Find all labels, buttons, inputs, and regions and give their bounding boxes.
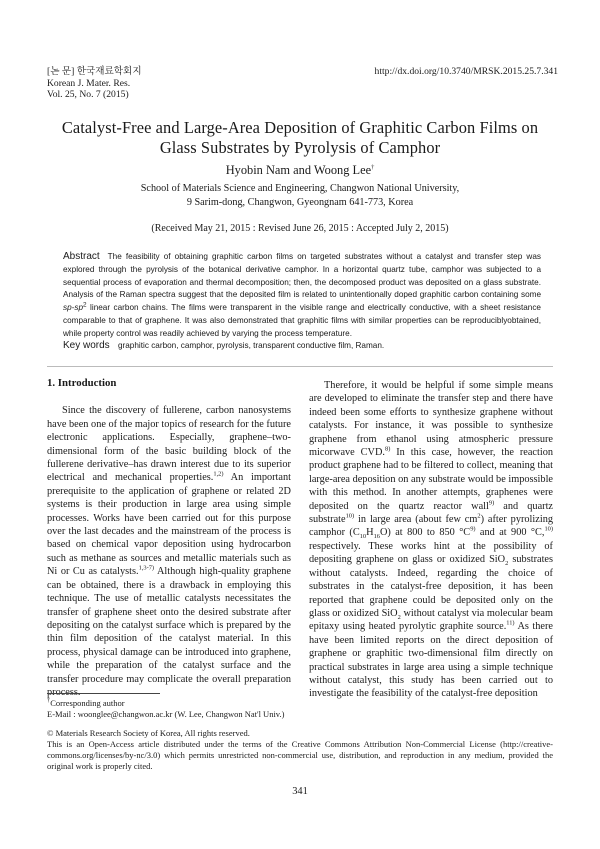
footnote-author	[47, 698, 553, 720]
keywords-text: graphitic carbon, camphor, pyrolysis, transparent conductive film, Raman.	[117, 341, 385, 350]
citation: 9)	[488, 499, 495, 507]
corresponding-author-note	[47, 698, 553, 709]
author-email: E-Mail : woonglee@changwon.ac.kr (W. Lee, Changwon Nat'l Univ.)	[47, 709, 285, 719]
right-column	[309, 379, 553, 701]
affiliation-line-1: School of Materials Science and Engineering, Changwon National University,	[140, 183, 460, 194]
p1-text-b: An important prerequisite to the application of graphene or related 2D systems is their production in large area using simple processes. Works have been carried out for this purpose over the last decades and the mainstream of the process is based on chemical vapor deposition using hydrocarbon such as methane as sources and metallic materials such as Ni or Cu as catalysts.	[47, 472, 291, 578]
journal-korean-name: [논 문] 한국재료학회지	[47, 66, 142, 77]
citation: 10)	[544, 526, 553, 534]
subscript: 10	[359, 533, 367, 541]
p2-text: respectively. These works hint at the possibility of depositing graphene on glass or oxidized SiO	[309, 540, 553, 566]
affiliation	[20, 182, 580, 209]
citation: 10)	[345, 512, 355, 520]
p2-text: and at 900 °C,	[475, 527, 545, 539]
p2-text: In this case, however, the reaction product graphene had to be filtered to collect, meaning that large-area deposition on any substrate would be impossible with this method. In another attempts, graphenes were deposited on the quartz reactor wall	[309, 447, 553, 512]
copyright-notice: © Materials Research Society of Korea, All rights reserved.	[47, 728, 250, 738]
journal-english-name: Korean J. Mater. Res.	[47, 77, 131, 89]
abstract-sp-italic: sp-sp	[63, 303, 84, 313]
p1-text-a: Since the discovery of fullerene, carbon nanosystems have been one of the major topics of research for the future electronic applications. Especially, graphene–two-dimensional form of the basic building block of the fullerene derivative–has drawn interest due to its superior electrical and mechanical properties.	[47, 405, 291, 484]
citation: 1,3-7)	[138, 564, 155, 572]
subscript: 16	[373, 533, 380, 541]
footnote-divider	[47, 693, 160, 694]
abstract	[63, 251, 541, 341]
p2-text: O) at 800 to 850 °C	[379, 527, 471, 539]
corresponding-label: Corresponding author	[50, 698, 125, 708]
section-divider	[47, 366, 553, 367]
abstract-label: Abstract	[63, 251, 100, 262]
authors	[0, 163, 600, 178]
subscript: 2	[505, 560, 509, 568]
license-notice: This is an Open-Access article distributed under the terms of the Creative Commons Attribution Non-Commercial License (http://creative-commons.org/licenses/by-nc/3.0) which permits unrestricted non-commercial use, distribution, and reproduction in any medium, provided the original work is properly cited.	[47, 739, 553, 771]
citation: 11)	[506, 619, 515, 627]
paper-title	[20, 118, 580, 158]
title-line-2: Glass Substrates by Pyrolysis of Camphor	[159, 138, 441, 157]
page-number: 341	[292, 786, 308, 797]
intro-paragraph-1	[47, 404, 291, 699]
p1-text-c: Although high-quality graphene can be obtained, there is a drawback in employing this technique. The use of metallic catalysts necessitates the transfer of graphene sheet onto the desired substrate after depositing on the catalyst surface which is prepared by the thin film deposition of the catalyst material. In this process, physical damage can be introduced into graphene, while the preparation of the catalyst surface and the transfer procedure may complicate the overall preparation process.	[47, 566, 292, 698]
author-names: Hyobin Nam and Woong Lee	[225, 163, 372, 177]
affiliation-line-2: 9 Sarim-dong, Changwon, Gyeongnam 641-773, Korea	[186, 196, 414, 208]
subscript: 2	[397, 613, 401, 621]
p2-text: in large area (about few cm	[354, 514, 478, 526]
left-column	[47, 377, 291, 699]
citation: 1,2)	[213, 471, 224, 479]
p2-text: and quartz substrate	[309, 500, 553, 526]
p2-text: substrates without catalysts. Indeed, regarding the choice of substrates in the catalyst-free deposition, it has been reported that graphene could be deposited only on the glass or oxidized SiO	[309, 554, 554, 619]
citation: 8)	[385, 445, 391, 453]
received-dates: (Received May 21, 2015 : Revised June 26, 2015 : Accepted July 2, 2015)	[151, 223, 449, 234]
footnote-license	[47, 728, 553, 772]
footnote-mark: †	[47, 697, 51, 705]
corresponding-mark: †	[371, 163, 375, 171]
abstract-text-b: linear carbon chains. The films were transparent in the visible range and electrically conductive, with a sheet resistance comparable to that of graphene. It was also demonstrated that graphitic films with similar properties can be reproduciblyobtained, while property control was readily achieved by varying the process temperature.	[63, 303, 541, 338]
p2-text: H	[366, 527, 374, 539]
journal-volume: Vol. 25, No. 7 (2015)	[47, 89, 129, 100]
intro-paragraph-2	[309, 379, 553, 701]
keywords	[63, 340, 541, 351]
p2-text: Therefore, it would be helpful if some simple means are developed to eliminate the transfer step and there have indeed been some efforts to synthesize graphene without catalysts. For instance, it was possible to synthesize graphene from ethanol using atmospheric pressure micorwave CVD.	[309, 380, 553, 459]
abstract-text-a: The feasibility of obtaining graphitic carbon films on targeted substrates without a catalyst and transfer step was explored through the pyrolysis of the botanical derivative camphor. In a horizontal quartz tube, camphor was subjected to a sequential process of evaporation and thermal decomposition; then, the decomposed product was deposited on a glass substrate. Analysis of the Raman spectra suggest that the deposited film is related to unintentionally doped graphitic carbon containing some	[63, 252, 541, 300]
p2-text: As there have been limited reports on the direct deposition of graphene or graphitic two-dimensional film directly on practical substrates in large area using a simple technique without catalyst, this study has been carried out to investigate the feasibility of the catalyst-free deposition	[309, 621, 553, 700]
keywords-label: Key words	[63, 340, 110, 351]
journal-info	[47, 66, 142, 101]
superscript: 2	[477, 512, 481, 520]
doi-link[interactable]: http://dx.doi.org/10.3740/MRSK.2015.25.7.341	[374, 66, 558, 77]
p2-text: without catalyst via molecular beam epitaxy using heated pyrolytic graphite source.	[309, 607, 553, 633]
abstract-sp-sup: 2	[83, 301, 87, 309]
title-line-1: Catalyst-Free and Large-Area Deposition of Graphitic Carbon Films on	[61, 118, 539, 137]
citation: 9)	[470, 526, 476, 534]
section-heading: 1. Introduction	[47, 377, 117, 389]
p2-text: ) after pyrolizing camphor (C	[309, 514, 553, 539]
